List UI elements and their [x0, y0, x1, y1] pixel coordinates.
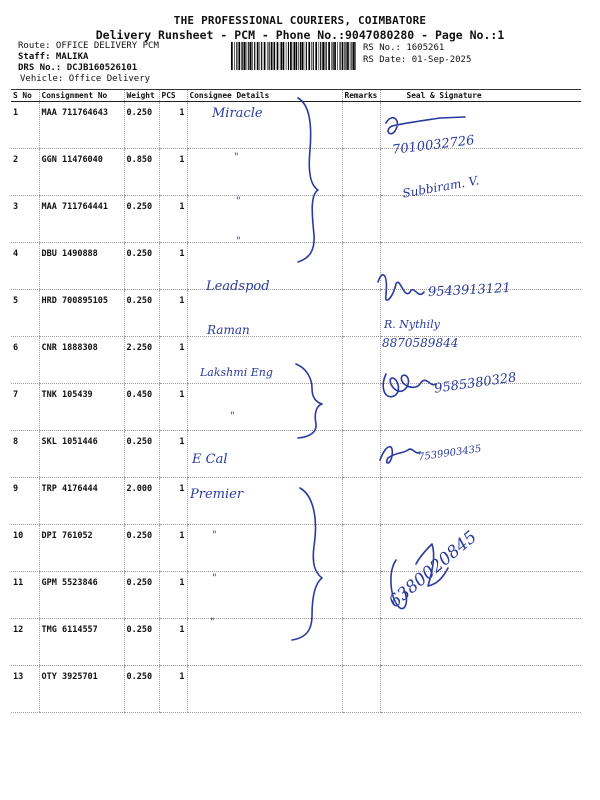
cell-sno: 8	[11, 431, 39, 478]
handwritten-consignee-13: "	[210, 617, 215, 628]
cell-consignment: DPI 761052	[39, 525, 124, 572]
rs-date: RS Date: 01-Sep-2025	[363, 55, 472, 65]
handwritten-phone-1: 7010032726	[391, 133, 476, 158]
cell-weight: 0.250	[124, 243, 159, 290]
handwritten-phone-4: 9585380328	[433, 370, 518, 397]
vehicle-label: Vehicle: Office Delivery	[20, 74, 151, 84]
runsheet-title: Delivery Runsheet - PCM - Phone No.:9047080280 - Page No.:1	[95, 28, 505, 42]
cell-consignment: HRD 700895105	[39, 290, 124, 337]
route-label: Route: OFFICE DELIVERY PCM	[18, 41, 159, 51]
signature-scribble-7	[383, 374, 436, 397]
cell-sno: 11	[11, 572, 39, 619]
cell-consignment: MAA 711764643	[39, 102, 124, 149]
handwritten-consignee-5: Leadspod	[206, 279, 270, 294]
cell-consignment: TMG 6114557	[39, 619, 124, 666]
col-header-consignment: Consignment No	[39, 90, 124, 102]
cell-pcs: 1	[159, 572, 187, 619]
cell-pcs: 1	[159, 384, 187, 431]
brace-rows-10-13	[292, 488, 322, 640]
cell-weight: 0.250	[124, 102, 159, 149]
handwritten-phone-5: 7539903435	[417, 443, 483, 464]
cell-weight: 0.250	[124, 196, 159, 243]
drs-number: DRS No.: DCJB160526101	[18, 63, 138, 73]
cell-sno: 6	[11, 337, 39, 384]
cell-sno: 9	[11, 478, 39, 525]
handwritten-consignee-6: Raman	[207, 323, 250, 337]
cell-weight: 0.250	[124, 290, 159, 337]
cell-consignment: SKL 1051446	[39, 431, 124, 478]
handwritten-phone-6: 6380020845	[385, 527, 481, 612]
signature-scribble-1	[386, 117, 465, 134]
cell-consignment: DBU 1490888	[39, 243, 124, 290]
cell-consignment: OTY 3925701	[39, 666, 124, 713]
handwritten-signature-subbiram: Subbiram. V.	[401, 173, 481, 201]
cell-consignment: GPM 5523846	[39, 572, 124, 619]
cell-consignment: TRP 4176444	[39, 478, 124, 525]
cell-sno: 12	[11, 619, 39, 666]
cell-sno: 10	[11, 525, 39, 572]
cell-pcs: 1	[159, 196, 187, 243]
col-header-consignee: Consignee Details	[187, 90, 342, 102]
cell-consignment: CNR 1888308	[39, 337, 124, 384]
handwritten-consignee-3: "	[236, 196, 241, 207]
cell-weight: 0.250	[124, 525, 159, 572]
cell-sno: 7	[11, 384, 39, 431]
cell-weight: 2.250	[124, 337, 159, 384]
col-header-sno: S No	[11, 90, 39, 102]
handwritten-consignee-11: "	[212, 530, 217, 541]
handwritten-consignee-2: "	[234, 152, 239, 163]
signature-scribble-5	[378, 275, 424, 300]
handwritten-phone-3: 8870589844	[382, 336, 459, 350]
signature-scribble-12	[391, 544, 448, 609]
cell-sno: 13	[11, 666, 39, 713]
handwritten-consignee-8: "	[230, 411, 235, 422]
cell-weight: 0.250	[124, 572, 159, 619]
rs-number: RS No.: 1605261	[363, 43, 445, 53]
cell-weight: 0.250	[124, 431, 159, 478]
cell-weight: 0.850	[124, 149, 159, 196]
cell-sno: 2	[11, 149, 39, 196]
col-header-pcs: PCS	[159, 90, 187, 102]
handwritten-consignee-7: Lakshmi Eng	[200, 366, 273, 379]
cell-pcs: 1	[159, 149, 187, 196]
cell-consignment: TNK 105439	[39, 384, 124, 431]
cell-weight: 0.250	[124, 666, 159, 713]
handwritten-phone-2: 9543913121	[427, 280, 512, 301]
cell-pcs: 1	[159, 243, 187, 290]
cell-pcs: 1	[159, 337, 187, 384]
handwritten-signature-nythily: R. Nythily	[384, 318, 440, 331]
cell-pcs: 1	[159, 525, 187, 572]
col-header-seal: Seal & Signature	[380, 90, 581, 102]
handwritten-consignee-4: "	[236, 236, 241, 247]
col-header-weight: Weight	[124, 90, 159, 102]
staff-label: Staff: MALIKA	[18, 52, 89, 62]
brace-rows-1-4	[298, 98, 318, 262]
col-header-remarks: Remarks	[342, 90, 380, 102]
brace-rows-7-8	[296, 364, 322, 438]
cell-pcs: 1	[159, 478, 187, 525]
cell-sno: 3	[11, 196, 39, 243]
handwritten-consignee-9: E Cal	[192, 452, 228, 467]
cell-pcs: 1	[159, 290, 187, 337]
cell-pcs: 1	[159, 619, 187, 666]
cell-pcs: 1	[159, 431, 187, 478]
cell-sno: 4	[11, 243, 39, 290]
handwritten-consignee-10: Premier	[190, 487, 244, 502]
cell-pcs: 1	[159, 102, 187, 149]
handwritten-consignee-1: Miracle	[212, 106, 263, 121]
cell-weight: 0.450	[124, 384, 159, 431]
cell-weight: 2.000	[124, 478, 159, 525]
signature-scribble-9	[380, 447, 420, 463]
cell-sno: 1	[11, 102, 39, 149]
cell-consignment: GGN 11476040	[39, 149, 124, 196]
cell-weight: 0.250	[124, 619, 159, 666]
cell-sno: 5	[11, 290, 39, 337]
company-name: THE PROFESSIONAL COURIERS, COIMBATORE	[173, 14, 427, 27]
cell-consignment: MAA 711764441	[39, 196, 124, 243]
handwritten-consignee-12: "	[212, 573, 217, 584]
cell-pcs: 1	[159, 666, 187, 713]
